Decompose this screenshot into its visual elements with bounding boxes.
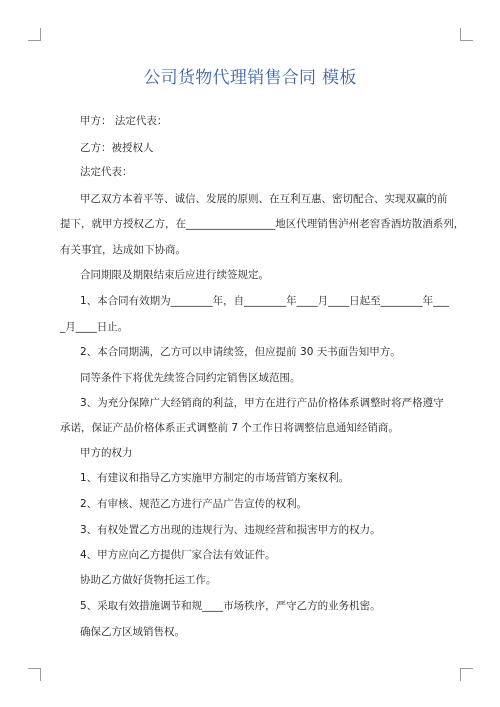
paragraph-line: 有关事宜，达成如下协商。 bbox=[60, 244, 186, 256]
paragraph-line: 甲乙双方本着平等、诚信、发展的原则、在互利互惠、密切配合、实现双赢的前 bbox=[80, 193, 448, 205]
document-title: 公司货物代理销售合同 模板 bbox=[143, 68, 357, 88]
paragraph-line: 提下，就甲方授权乙方，在_________________地区代理销售泸州老窖香酒坊散酒系列， bbox=[60, 218, 465, 230]
rights-item: 1、有建议和指导乙方实施甲方制定的市场营销方案权利。 bbox=[80, 472, 350, 484]
party-b-line: 乙方：被授权人 bbox=[80, 142, 154, 154]
clause-line: 3、为充分保障广大经销商的利益，甲方在进行产品价格体系调整时将严格遵守 bbox=[80, 397, 444, 409]
clause-line: _月____日止。 bbox=[60, 321, 129, 333]
legal-representative-line: 法定代表： bbox=[80, 166, 133, 178]
section-heading: 甲方的权力 bbox=[80, 447, 133, 459]
clause-line: 承诺，保证产品价格体系正式调整前 7 个工作日将调整信息通知经销商。 bbox=[60, 422, 399, 434]
crop-mark-top-left bbox=[28, 28, 41, 41]
clause-line: 2、本合同期满，乙方可以申请续签，但应提前 30 天书面告知甲方。 bbox=[80, 346, 401, 358]
rights-item: 5、采取有效措施调节和规____市场秩序，严守乙方的业务机密。 bbox=[80, 600, 381, 612]
rights-item: 2、有审核、规范乙方进行产品广告宣传的权利。 bbox=[80, 498, 308, 510]
paragraph-line: 协助乙方做好货物托运工作。 bbox=[80, 574, 217, 586]
crop-mark-bottom-right bbox=[460, 668, 473, 681]
crop-mark-bottom-left bbox=[28, 668, 41, 681]
crop-mark-top-right bbox=[460, 28, 473, 41]
paragraph-line: 合同期限及期限结束后应进行续签规定。 bbox=[80, 269, 269, 281]
rights-item: 4、甲方应向乙方提供厂家合法有效证件。 bbox=[80, 549, 276, 561]
clause-line: 1、本合同有效期为________年，自________年____月____日起至________年___ bbox=[80, 295, 449, 307]
paragraph-line: 同等条件下将优先续签合同约定销售区域范围。 bbox=[80, 372, 301, 384]
party-a-line: 甲方： 法定代表： bbox=[80, 115, 168, 127]
paragraph-line: 确保乙方区域销售权。 bbox=[80, 626, 185, 638]
rights-item: 3、有权处置乙方出现的违规行为、违规经营和损害甲方的权力。 bbox=[80, 524, 381, 536]
